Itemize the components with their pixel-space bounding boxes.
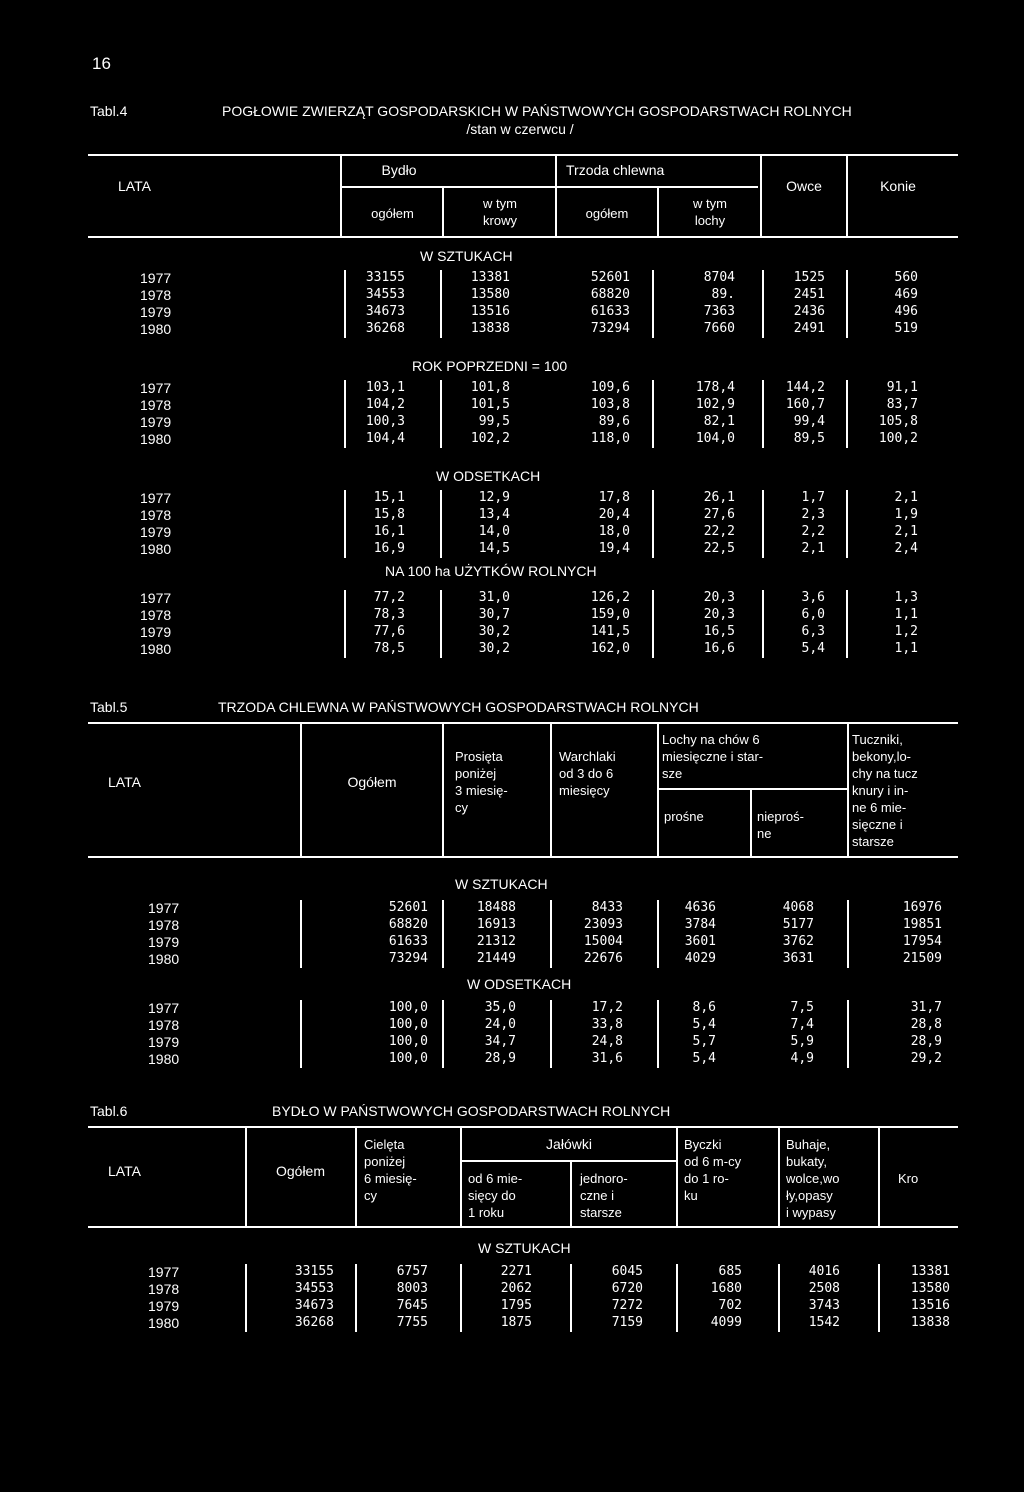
t4-cell: 7660: [703, 321, 735, 336]
t4-cell: 30,2: [478, 641, 510, 656]
t4-row-year: 1978: [140, 397, 172, 413]
table6-divider: [245, 1128, 247, 1226]
t5-row-year: 1979: [148, 1034, 180, 1050]
t4-cell: 160,7: [785, 397, 825, 412]
table4-divider: [340, 156, 342, 236]
table5-divider: [300, 724, 302, 856]
t6-cell: 34553: [294, 1281, 334, 1296]
t4-cell: 13516: [470, 304, 510, 319]
t5-header-prosieta: Prosięta poniżej 3 miesię- cy: [455, 749, 508, 815]
t4-cell: 519: [894, 321, 918, 336]
table5-divider: [550, 724, 552, 856]
t4-row-year: 1980: [140, 541, 172, 557]
t5-cell: 5,9: [790, 1034, 814, 1049]
t4-cell: 2,1: [894, 490, 918, 505]
t4-row-year: 1977: [140, 380, 172, 396]
table4-label: Tabl.4: [90, 103, 128, 119]
table5-header-rule: [88, 856, 958, 858]
t4-section-label: NA 100 ha UŻYTKÓW ROLNYCH: [385, 563, 597, 579]
t5-cell: 7,5: [790, 1000, 814, 1015]
t4-header-lata: LATA: [118, 178, 151, 194]
table5-divider: [657, 724, 659, 856]
t5-cell: 100,0: [388, 1034, 428, 1049]
t4-cell: 2,2: [801, 524, 825, 539]
table4-title: POGŁOWIE ZWIERZĄT GOSPODARSKICH W PAŃSTWOWYCH GOSPODARSTWACH ROLNYCH: [222, 103, 852, 119]
t4-cell: 162,0: [590, 641, 630, 656]
t4-cell: 34673: [365, 304, 405, 319]
t6-header-ogolem: Ogółem: [275, 1163, 326, 1179]
t6-header-krowy: Kro: [898, 1171, 919, 1186]
t4-header-ogolem: ogółem: [371, 206, 414, 221]
t5-cell: 15004: [583, 934, 623, 949]
t4-cell: 36268: [365, 321, 405, 336]
t4-row-year: 1977: [140, 590, 172, 606]
t4-cell: 89,5: [793, 431, 825, 446]
t4-cell: 83,7: [886, 397, 918, 412]
t5-header-tuczniki: Tuczniki, bekony,lo- chy na tucz knury i in- ne 6 mie- sięczne i starsze: [852, 732, 918, 849]
t5-cell: 16913: [476, 917, 516, 932]
t6-cell: 4016: [808, 1264, 840, 1279]
t4-cell: 14,5: [478, 541, 510, 556]
t4-cell: 13381: [470, 270, 510, 285]
t6-row-year: 1980: [148, 1315, 180, 1331]
t4-cell: 91,1: [886, 380, 918, 395]
t5-cell: 4636: [684, 900, 716, 915]
t4-header-ogolem2: ogółem: [585, 206, 629, 221]
t4-cell: 3,6: [801, 590, 825, 605]
t4-cell: 78,3: [373, 607, 405, 622]
t5-row-year: 1980: [148, 951, 180, 967]
table4-subtitle: /stan w czerwcu /: [466, 121, 574, 137]
table4-divider: [846, 156, 848, 236]
table5-divider: [847, 724, 849, 856]
t4-cell: 73294: [590, 321, 630, 336]
t4-cell: 20,3: [703, 590, 735, 605]
t6-cell: 2271: [500, 1264, 532, 1279]
t5-cell: 61633: [388, 934, 428, 949]
t4-cell: 2,4: [894, 541, 918, 556]
t4-cell: 6,3: [801, 624, 825, 639]
t4-cell: 1,7: [801, 490, 825, 505]
t6-cell: 2062: [500, 1281, 532, 1296]
t4-cell: 33155: [365, 270, 405, 285]
t4-cell: 101,5: [470, 397, 510, 412]
t4-row-year: 1978: [140, 507, 172, 523]
table5-divider: [442, 724, 444, 856]
table4-top-rule: [88, 154, 958, 156]
table5-group-rule: [657, 788, 847, 790]
t4-row-year: 1978: [140, 287, 172, 303]
table5-title: TRZODA CHLEWNA W PAŃSTWOWYCH GOSPODARSTWACH ROLNYCH: [218, 699, 699, 715]
t4-header-trzoda: Trzoda chlewna: [566, 162, 665, 178]
row-divider: [847, 1000, 849, 1068]
t4-cell: 159,0: [590, 607, 630, 622]
t4-row-year: 1979: [140, 304, 172, 320]
t4-cell: 99,5: [478, 414, 510, 429]
t4-cell: 104,4: [365, 431, 405, 446]
t4-cell: 100,3: [365, 414, 405, 429]
page-number: 16: [92, 54, 111, 73]
t5-cell: 3631: [782, 951, 814, 966]
t4-cell: 1,2: [894, 624, 918, 639]
table6-header-rule: [88, 1226, 958, 1228]
t4-cell: 126,2: [590, 590, 630, 605]
t5-cell: 3601: [684, 934, 716, 949]
t5-cell: 21312: [476, 934, 516, 949]
t6-cell: 7272: [611, 1298, 643, 1313]
t4-cell: 103,1: [365, 380, 405, 395]
t4-cell: 52601: [590, 270, 630, 285]
t5-cell: 24,0: [484, 1017, 516, 1032]
t6-cell: 7755: [396, 1315, 428, 1330]
t4-cell: 20,3: [703, 607, 735, 622]
t4-cell: 16,1: [373, 524, 405, 539]
t5-cell: 24,8: [591, 1034, 623, 1049]
t4-cell: 89.: [711, 287, 735, 302]
t6-cell: 13516: [910, 1298, 950, 1313]
t4-cell: 2491: [793, 321, 825, 336]
t6-cell: 6720: [611, 1281, 643, 1296]
t4-cell: 22,2: [703, 524, 735, 539]
t5-row-year: 1978: [148, 917, 180, 933]
t5-row-year: 1977: [148, 900, 180, 916]
t4-cell: 18,0: [598, 524, 630, 539]
t4-cell: 496: [894, 304, 918, 319]
t4-cell: 15,8: [373, 507, 405, 522]
t4-row-year: 1979: [140, 524, 172, 540]
t4-cell: 20,4: [598, 507, 630, 522]
t5-row-year: 1979: [148, 934, 180, 950]
table6-group-rule: [460, 1160, 676, 1162]
t6-cell: 13580: [910, 1281, 950, 1296]
table4-group-rule: [340, 186, 758, 188]
t4-cell: 13,4: [478, 507, 510, 522]
t6-header-jalowki: Jałówki: [546, 1136, 592, 1152]
t4-cell: 77,6: [373, 624, 405, 639]
table5-top-rule: [88, 722, 958, 724]
t6-cell: 13838: [910, 1315, 950, 1330]
t5-cell: 100,0: [388, 1017, 428, 1032]
t5-cell: 68820: [388, 917, 428, 932]
t6-cell: 685: [718, 1264, 742, 1279]
t5-cell: 19851: [902, 917, 942, 932]
t4-cell: 61633: [590, 304, 630, 319]
t4-cell: 12,9: [478, 490, 510, 505]
t4-row-year: 1979: [140, 414, 172, 430]
t4-cell: 14,0: [478, 524, 510, 539]
t4-section-label: W SZTUKACH: [420, 248, 513, 264]
t6-cell: 36268: [294, 1315, 334, 1330]
t6-header-lata: LATA: [108, 1163, 141, 1179]
t4-cell: 17,8: [598, 490, 630, 505]
t6-cell: 7159: [611, 1315, 643, 1330]
t5-cell: 21449: [476, 951, 516, 966]
t4-row-year: 1980: [140, 431, 172, 447]
t5-cell: 5177: [782, 917, 814, 932]
t4-cell: 101,8: [470, 380, 510, 395]
t6-cell: 33155: [294, 1264, 334, 1279]
t4-header-owce: Owce: [786, 178, 822, 194]
t4-row-year: 1978: [140, 607, 172, 623]
t4-cell: 16,6: [703, 641, 735, 656]
t4-cell: 22,5: [703, 541, 735, 556]
t6-cell: 1795: [500, 1298, 532, 1313]
t4-cell: 102,2: [470, 431, 510, 446]
t5-section-label: W SZTUKACH: [455, 876, 548, 892]
t4-cell: 5,4: [801, 641, 825, 656]
table6-divider: [570, 1162, 572, 1226]
table4-divider: [760, 156, 762, 236]
t5-cell: 35,0: [484, 1000, 516, 1015]
t4-section-label: ROK POPRZEDNI = 100: [412, 358, 568, 374]
t5-cell: 22676: [583, 951, 623, 966]
t4-cell: 77,2: [373, 590, 405, 605]
t6-cell: 34673: [294, 1298, 334, 1313]
t5-cell: 34,7: [484, 1034, 516, 1049]
t4-cell: 2,3: [801, 507, 825, 522]
t4-cell: 13580: [470, 287, 510, 302]
t4-cell: 89,6: [598, 414, 630, 429]
t5-header-ogolem: Ogółem: [347, 774, 397, 790]
t5-cell: 73294: [388, 951, 428, 966]
t4-cell: 16,5: [703, 624, 735, 639]
t4-cell: 144,2: [785, 380, 825, 395]
t5-cell: 4,9: [790, 1051, 814, 1066]
t6-header-byczki: Byczki od 6 m-cy do 1 ro- ku: [684, 1137, 742, 1203]
t4-cell: 34553: [365, 287, 405, 302]
t4-cell: 82,1: [703, 414, 735, 429]
t5-cell: 17,2: [591, 1000, 623, 1015]
t5-cell: 7,4: [790, 1017, 814, 1032]
t4-cell: 1,1: [894, 641, 918, 656]
t4-cell: 560: [894, 270, 918, 285]
t5-cell: 4068: [782, 900, 814, 915]
t5-cell: 28,9: [484, 1051, 516, 1066]
t5-cell: 5,4: [692, 1051, 716, 1066]
t6-cell: 702: [718, 1298, 742, 1313]
t5-cell: 28,8: [910, 1017, 942, 1032]
t5-cell: 29,2: [910, 1051, 942, 1066]
t5-cell: 3784: [684, 917, 716, 932]
t5-section-label: W ODSETKACH: [467, 976, 572, 992]
t5-header-lochy: Lochy na chów 6 miesięczne i star- sze: [662, 732, 764, 781]
t4-cell: 31,0: [478, 590, 510, 605]
t6-header-jednoroczne: jednoro- czne i starsze: [580, 1171, 628, 1220]
t6-cell: 1680: [710, 1281, 742, 1296]
t4-cell: 6,0: [801, 607, 825, 622]
t6-cell: 4099: [710, 1315, 742, 1330]
t6-cell: 6757: [396, 1264, 428, 1279]
t4-cell: 15,1: [373, 490, 405, 505]
t4-cell: 26,1: [703, 490, 735, 505]
t4-cell: 109,6: [590, 380, 630, 395]
t4-cell: 100,2: [878, 431, 918, 446]
t5-header-prosne: prośne: [664, 809, 704, 824]
t4-cell: 19,4: [598, 541, 630, 556]
table4-divider: [555, 156, 557, 236]
t6-cell: 8003: [396, 1281, 428, 1296]
t4-cell: 27,6: [703, 507, 735, 522]
t4-cell: 178,4: [695, 380, 735, 395]
t4-header-lochy: w tym lochy: [693, 196, 727, 228]
t6-cell: 13381: [910, 1264, 950, 1279]
t6-section-label: W SZTUKACH: [478, 1240, 571, 1256]
t5-cell: 8,6: [692, 1000, 716, 1015]
table6-divider: [778, 1128, 780, 1226]
t4-cell: 16,9: [373, 541, 405, 556]
row-divider: [300, 1000, 302, 1068]
table6-top-rule: [88, 1126, 958, 1128]
table5-label: Tabl.5: [90, 699, 128, 715]
t5-cell: 31,7: [910, 1000, 942, 1015]
t5-cell: 4029: [684, 951, 716, 966]
t4-cell: 2,1: [801, 541, 825, 556]
row-divider: [300, 900, 302, 968]
t5-row-year: 1977: [148, 1000, 180, 1016]
t4-cell: 2,1: [894, 524, 918, 539]
t4-cell: 105,8: [878, 414, 918, 429]
t4-row-year: 1977: [140, 490, 172, 506]
t5-cell: 100,0: [388, 1000, 428, 1015]
t5-row-year: 1978: [148, 1017, 180, 1033]
t4-cell: 469: [894, 287, 918, 302]
t4-header-bydlo: Bydło: [381, 162, 417, 178]
table6-label: Tabl.6: [90, 1103, 128, 1119]
t4-cell: 1,9: [894, 507, 918, 522]
t4-section-label: W ODSETKACH: [436, 468, 541, 484]
t4-cell: 104,2: [365, 397, 405, 412]
t5-cell: 3762: [782, 934, 814, 949]
t4-cell: 1,3: [894, 590, 918, 605]
t5-row-year: 1980: [148, 1051, 180, 1067]
t4-cell: 1,1: [894, 607, 918, 622]
t6-cell: 1542: [808, 1315, 840, 1330]
t5-cell: 100,0: [388, 1051, 428, 1066]
t4-cell: 13838: [470, 321, 510, 336]
t6-row-year: 1977: [148, 1264, 180, 1280]
t6-header-od6: od 6 mie- sięcy do 1 roku: [468, 1171, 523, 1220]
t5-header-warchlaki: Warchlaki od 3 do 6 miesięcy: [559, 749, 616, 798]
table4-divider: [657, 188, 659, 236]
t4-cell: 103,8: [590, 397, 630, 412]
t4-cell: 102,9: [695, 397, 735, 412]
t4-cell: 30,2: [478, 624, 510, 639]
t6-cell: 6045: [611, 1264, 643, 1279]
t4-row-year: 1979: [140, 624, 172, 640]
t4-cell: 99,4: [793, 414, 825, 429]
table6-title: BYDŁO W PAŃSTWOWYCH GOSPODARSTWACH ROLNYCH: [272, 1103, 671, 1119]
t4-cell: 1525: [793, 270, 825, 285]
t5-cell: 8433: [591, 900, 623, 915]
t4-cell: 2451: [793, 287, 825, 302]
t6-row-year: 1979: [148, 1298, 180, 1314]
t4-cell: 8704: [703, 270, 735, 285]
t4-cell: 7363: [703, 304, 735, 319]
t4-cell: 118,0: [590, 431, 630, 446]
row-divider: [847, 900, 849, 968]
t5-cell: 5,7: [692, 1034, 716, 1049]
t5-header-lata: LATA: [108, 774, 141, 790]
t6-header-cieleta: Cielęta poniżej 6 miesię- cy: [364, 1137, 417, 1203]
t4-row-year: 1980: [140, 321, 172, 337]
table4-header-rule: [88, 236, 958, 238]
table6-divider: [878, 1128, 880, 1226]
t5-cell: 33,8: [591, 1017, 623, 1032]
t6-cell: 2508: [808, 1281, 840, 1296]
t5-cell: 28,9: [910, 1034, 942, 1049]
table6-divider: [676, 1128, 678, 1226]
t4-cell: 2436: [793, 304, 825, 319]
t4-cell: 30,7: [478, 607, 510, 622]
t4-row-year: 1977: [140, 270, 172, 286]
t4-cell: 78,5: [373, 641, 405, 656]
t4-header-krowy: w tym krowy: [483, 196, 517, 228]
t6-header-buhaje: Buhaje, bukaty, wolce,wo ły,opasy i wypasy: [786, 1137, 840, 1220]
table4-divider: [442, 188, 444, 236]
t5-cell: 18488: [476, 900, 516, 915]
table6-divider: [355, 1128, 357, 1226]
t5-cell: 17954: [902, 934, 942, 949]
t4-row-year: 1980: [140, 641, 172, 657]
t5-header-nieprosne: nieproś- ne: [757, 809, 804, 841]
t4-cell: 104,0: [695, 431, 735, 446]
t5-cell: 5,4: [692, 1017, 716, 1032]
t6-row-year: 1978: [148, 1281, 180, 1297]
t6-cell: 7645: [396, 1298, 428, 1313]
t4-cell: 141,5: [590, 624, 630, 639]
t6-cell: 3743: [808, 1298, 840, 1313]
t5-cell: 31,6: [591, 1051, 623, 1066]
t4-header-konie: Konie: [880, 178, 916, 194]
t5-cell: 21509: [902, 951, 942, 966]
t6-cell: 1875: [500, 1315, 532, 1330]
t4-cell: 68820: [590, 287, 630, 302]
table5-divider: [750, 790, 752, 856]
t5-cell: 52601: [388, 900, 428, 915]
t5-cell: 16976: [902, 900, 942, 915]
t5-cell: 23093: [583, 917, 623, 932]
